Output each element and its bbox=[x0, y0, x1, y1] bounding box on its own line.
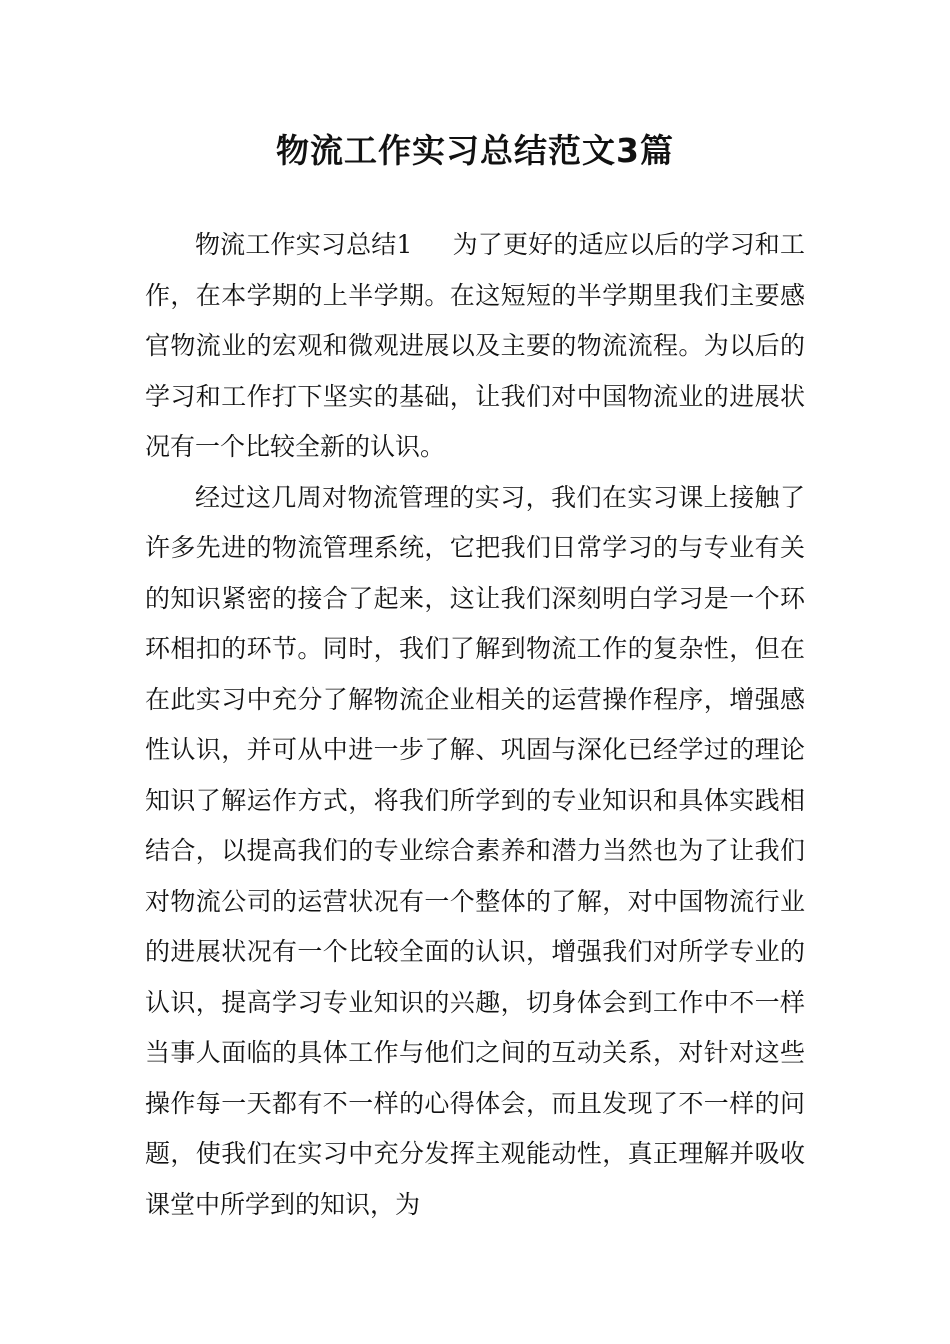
paragraph-1-text: 为了更好的适应以后的学习和工作，在本学期的上半学期。在这短短的半学期里我们主要感官物流业的宏观和微观进展以及主要的物流流程。为以后的学习和工作打下坚实的基础，让我们对中国物流业的进展状况有一个比较全新的认识。 bbox=[145, 230, 805, 461]
paragraph-1 bbox=[145, 220, 805, 473]
paragraph-2-text: 经过这几周对物流管理的实习，我们在实习课上接触了许多先进的物流管理系统，它把我们日常学习的与专业有关的知识紧密的接合了起来，这让我们深刻明白学习是一个环环相扣的环节。同时，我们了解到物流工作的复杂性，但在在此实习中充分了解物流企业相关的运营操作程序，增强感性认识，并可从中进一步了解、巩固与深化已经学过的理论知识了解运作方式，将我们所学到的专业知识和具体实践相结合，以提高我们的专业综合素养和潜力当然也为了让我们对物流公司的运营状况有一个整体的了解，对中国物流行业的进展状况有一个比较全面的认识，增强我们对所学专业的认识，提高学习专业知识的兴趣，切身体会到工作中不一样当事人面临的具体工作与他们之间的互动关系，对针对这些操作每一天都有不一样的心得体会，而且发现了不一样的问题，使我们在实习中充分发挥主观能动性，真正理解并吸收课堂中所学到的知识，为 bbox=[145, 482, 805, 1219]
section-heading: 物流工作实习总结1 bbox=[195, 230, 413, 259]
paragraph-2 bbox=[145, 473, 805, 1231]
document-title: 物流工作实习总结范文3篇 bbox=[276, 131, 674, 170]
document-body bbox=[145, 220, 805, 1230]
